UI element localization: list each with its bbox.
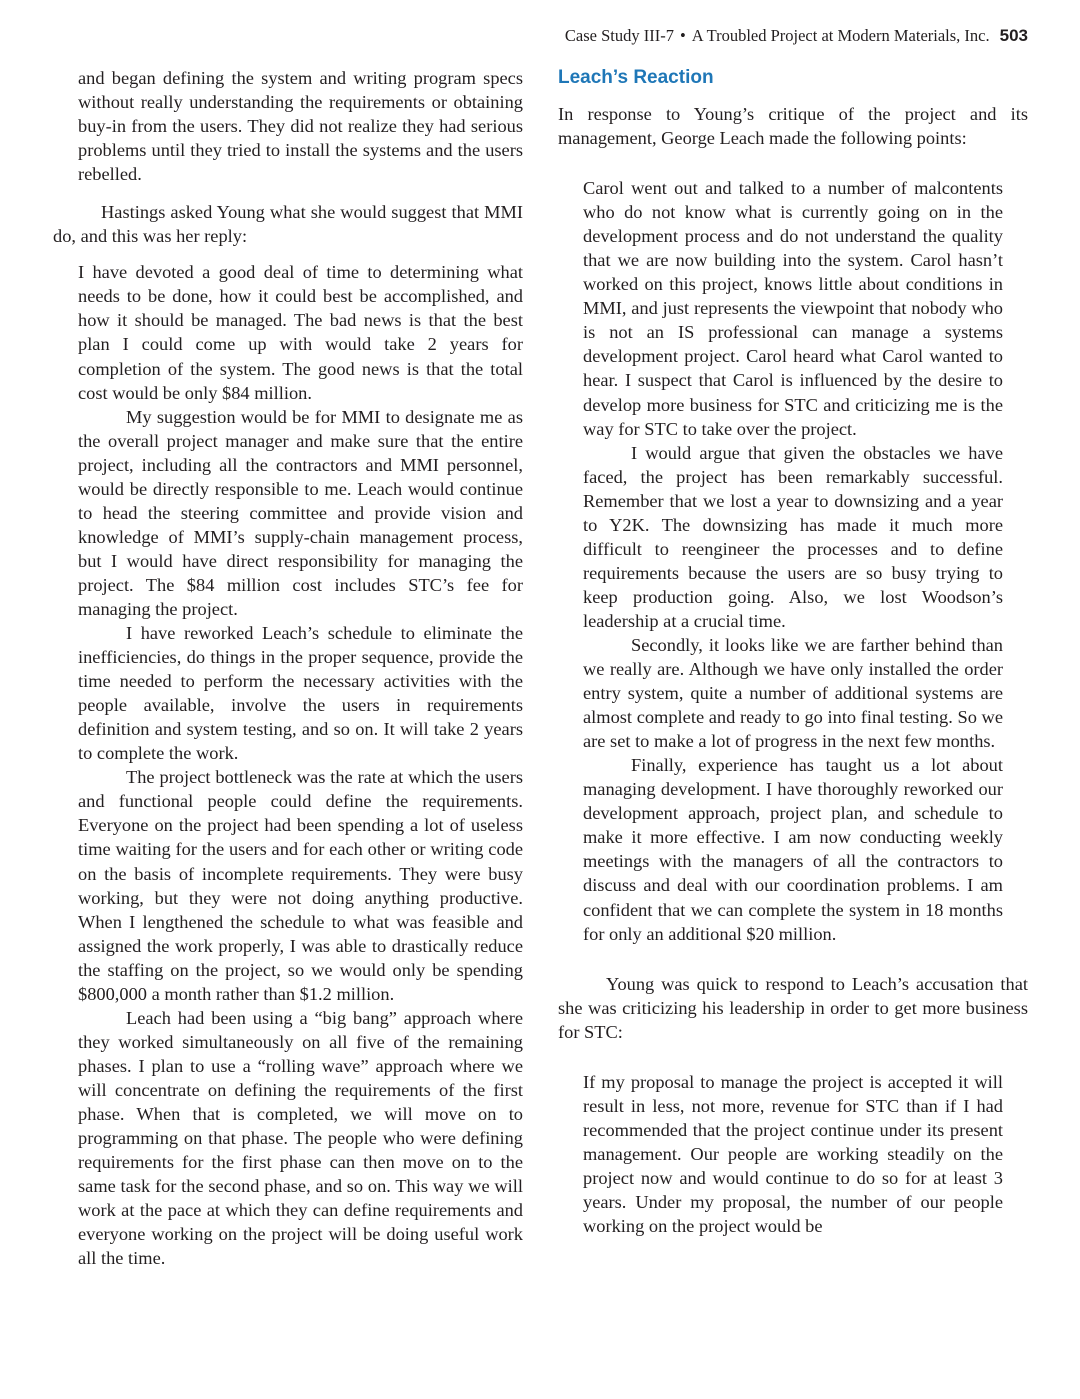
- leach-reaction-intro: In response to Young’s critique of the project and its management, George Leach made the following points:: [558, 104, 1028, 149]
- left-column: [53, 66, 523, 1270]
- page-number: 503: [999, 26, 1028, 45]
- quote-paragraph: Secondly, it looks like we are farther behind than we really are. Although we have only installed the order entry system, quite a number of additional systems are almost complete and ready to go into final testing. So we are set to make a lot of progress in the next few months.: [583, 634, 1003, 752]
- quote-paragraph: I have devoted a good deal of time to determining what needs to be done, how it could best be accomplished, and how it should be managed. The bad news is that the best plan I could come up with would take 2 years for completion of the system. The good news is that the total cost would be only $84 million.: [78, 262, 523, 403]
- section-heading: Leach’s Reaction: [558, 67, 714, 88]
- quote-paragraph: I have reworked Leach’s schedule to eliminate the inefficiencies, do things in the proper sequence, provide the time needed to perform the necessary activities with the people available, involve the users in requirements definition and system testing, and so on. It will take 2 years to complete the work.: [78, 623, 523, 764]
- leach-reaction-quote: [558, 176, 1028, 946]
- young-reply-quote: [53, 260, 523, 1270]
- quote-paragraph: I would argue that given the obstacles we have faced, the project has been remarkably successful. Remember that we lost a year to downsizing and a year to Y2K. The downsizing has made it much more difficult to reengineer the processes and to define requirements because the users are so busy trying to keep production going. Also, we lost Woodson’s leadership at a crucial time.: [583, 442, 1003, 631]
- case-study-label: Case Study III-7: [564, 26, 674, 45]
- quote-paragraph: Leach had been using a “big bang” approach where they worked simultaneously on all five of the remaining phases. I plan to use a “rolling wave” approach where we will concentrate on defining the requirements of the first phase. When that is completed, we will move on to programming on that phase. The people who were defining requirements for the first phase can then move on to the same task for the second phase, and so on. This way we will work at the pace at which they can define requirements and everyone working on the project will be doing useful work all the time.: [78, 1007, 523, 1269]
- quote-paragraph: The project bottleneck was the rate at which the users and functional people could define the requirements. Everyone on the project had been spending a lot of useless time waiting for the users and for each other or writing code on the basis of incomplete requirements. They were busy working, but they were not doing anything productive. When I lengthened the schedule to what was feasible and assigned the work properly, I was able to drastically reduce the staffing on the project, so we would only be spending $800,000 a month rather than $1.2 million.: [78, 767, 523, 1004]
- case-study-title: A Troubled Project at Modern Materials, Inc.: [691, 26, 990, 45]
- quote-paragraph: Finally, experience has taught us a lot about managing development. I have thoroughly reworked our development approach, project plan, and schedule to make it more effective. I am now conducting weekly meetings with the managers of all the contractors to discuss and deal with our coordination problems. I am confident that we can complete the system in 18 months for only an additional $20 million.: [583, 755, 1003, 944]
- header-separator: •: [679, 26, 686, 45]
- right-column: [558, 66, 1028, 1238]
- young-response-intro: Young was quick to respond to Leach’s accusation that she was criticizing his leadership in order to get more business for STC:: [558, 973, 1028, 1042]
- continuation-paragraph: and began defining the system and writing program specs without really understanding the requirements or obtaining buy-in from the users. They did not realize they had serious problems until they tried to install the systems and the users rebelled.: [78, 68, 523, 185]
- quote-paragraph: My suggestion would be for MMI to designate me as the overall project manager and make sure that the entire project, including all the contractors and MMI personnel, would be directly responsible to me. Leach would continue to head the steering committee and provide vision and knowledge of MMI’s supply-chain management process, but I would have direct responsibility for managing the project. The $84 million cost includes STC’s fee for managing the project.: [78, 406, 523, 619]
- young-reply-intro: Hastings asked Young what she would suggest that MMI do, and this was her reply:: [53, 202, 523, 247]
- running-head: [565, 26, 1028, 46]
- quote-paragraph: Carol went out and talked to a number of malcontents who do not know what is currently going on in the development process and do not understand the quality that we are now building into the system. Carol hasn’t worked on this project, knows little about conditions in MMI, and just represents the viewpoint that nobody who is not an IS professional can manage a systems development project. Carol heard what Carol wanted to hear. I suspect that Carol is influenced by the desire to develop more business for STC and criticizing me is the way for STC to take over the project.: [583, 178, 1003, 439]
- young-response-quote: [558, 1070, 1028, 1238]
- quote-paragraph: If my proposal to manage the project is accepted it will result in less, not more, revenue for STC than if I had recommended that the project continue under its present management. Our people are working steadily on the project now and would continue to do so for at least 3 years. Under my proposal, the number of our people working on the project would be: [583, 1071, 1003, 1237]
